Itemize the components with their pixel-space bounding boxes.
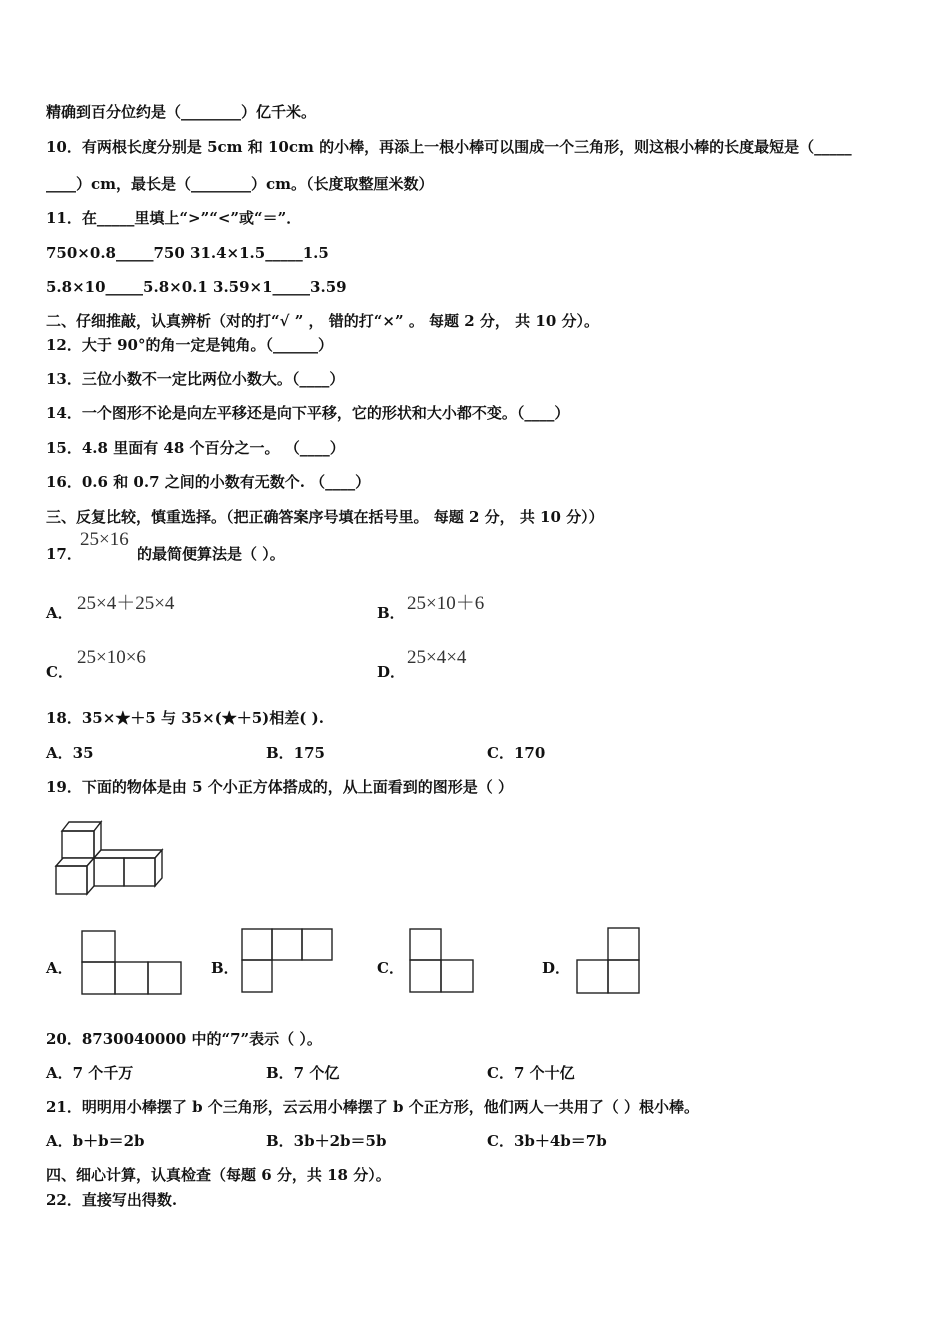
q20-option-c: C．7 个十亿 bbox=[487, 1064, 575, 1082]
question-18: 18．35×★＋5 与 35×(★＋5)相差( ). bbox=[46, 709, 324, 727]
question-17-number: 17． bbox=[46, 545, 82, 563]
question-15: 15．4.8 里面有 48 个百分之一。 （____） bbox=[46, 439, 345, 457]
question-16: 16．0.6 和 0.7 之间的小数有无数个. （____） bbox=[46, 473, 371, 491]
q20-option-a: A．7 个千万 bbox=[46, 1064, 134, 1082]
question-17-text: 的最简便算法是（ ）。 bbox=[137, 545, 285, 563]
q17-option-a-label: A． bbox=[46, 604, 73, 622]
q17-option-b-expr: 25×10＋6 bbox=[407, 593, 485, 614]
q19-option-c-label: C． bbox=[377, 959, 404, 977]
q18-option-c: C．170 bbox=[487, 744, 546, 762]
question-21: 21．明明用小棒摆了 b 个三角形，云云用小棒摆了 b 个正方形，他们两人一共用了（ ）根小棒。 bbox=[46, 1098, 699, 1116]
q17-option-a-expr: 25×4＋25×4 bbox=[77, 593, 175, 614]
question-10-cont: ____）cm，最长是（________）cm。（长度取整厘米数） bbox=[46, 175, 434, 193]
q21-option-c: C．3b＋4b＝7b bbox=[487, 1132, 607, 1150]
question-11-row-1: 750×0.8_____750 31.4×1.5_____1.5 bbox=[46, 244, 329, 262]
section-3-title: 三、反复比较，慎重选择。（把正确答案序号填在括号里。 每题 2 分， 共 10 分）） bbox=[46, 508, 604, 526]
line-q9-cont: 精确到百分位约是（________）亿千米。 bbox=[46, 103, 317, 121]
q18-option-a: A．35 bbox=[46, 744, 94, 762]
question-11-row-2: 5.8×10_____5.8×0.1 3.59×1_____3.59 bbox=[46, 278, 347, 296]
q17-option-d-expr: 25×4×4 bbox=[407, 647, 467, 668]
section-4-title: 四、细心计算，认真检查（每题 6 分，共 18 分）。 bbox=[46, 1166, 391, 1184]
q18-option-b: B．175 bbox=[266, 744, 325, 762]
q19-option-a-label: A． bbox=[46, 959, 73, 977]
q20-option-b: B．7 个亿 bbox=[266, 1064, 340, 1082]
q17-option-c-expr: 25×10×6 bbox=[77, 647, 146, 668]
question-12: 12．大于 90°的角一定是钝角。（______） bbox=[46, 336, 333, 354]
question-11: 11．在_____里填上“>”“<”或“＝”． bbox=[46, 209, 302, 227]
question-14: 14．一个图形不论是向左平移还是向下平移，它的形状和大小都不变。（____） bbox=[46, 404, 570, 422]
q17-option-c-label: C． bbox=[46, 663, 73, 681]
question-10: 10．有两根长度分别是 5cm 和 10cm 的小棒，再添上一根小棒可以围成一个三角形，则这根小棒的长度最短是（_____ bbox=[46, 138, 852, 156]
question-19: 19．下面的物体是由 5 个小正方体搭成的，从上面看到的图形是（ ） bbox=[46, 778, 513, 796]
question-13: 13．三位小数不一定比两位小数大。（____） bbox=[46, 370, 345, 388]
question-22: 22．直接写出得数. bbox=[46, 1191, 178, 1209]
q21-option-b: B．3b＋2b＝5b bbox=[266, 1132, 387, 1150]
question-17-expression: 25×16 bbox=[80, 529, 129, 550]
question-20: 20．8730040000 中的“7”表示（ ）。 bbox=[46, 1030, 322, 1048]
q21-option-a: A．b＋b＝2b bbox=[46, 1132, 145, 1150]
q17-option-b-label: B． bbox=[377, 604, 405, 622]
q17-option-d-label: D． bbox=[377, 663, 406, 681]
section-2-title: 二、仔细推敲，认真辨析（对的打“√ ” ， 错的打“×” 。 每题 2 分， 共 10 分）。 bbox=[46, 312, 599, 330]
q19-option-b-label: B． bbox=[211, 959, 239, 977]
q19-option-d-label: D． bbox=[542, 959, 571, 977]
